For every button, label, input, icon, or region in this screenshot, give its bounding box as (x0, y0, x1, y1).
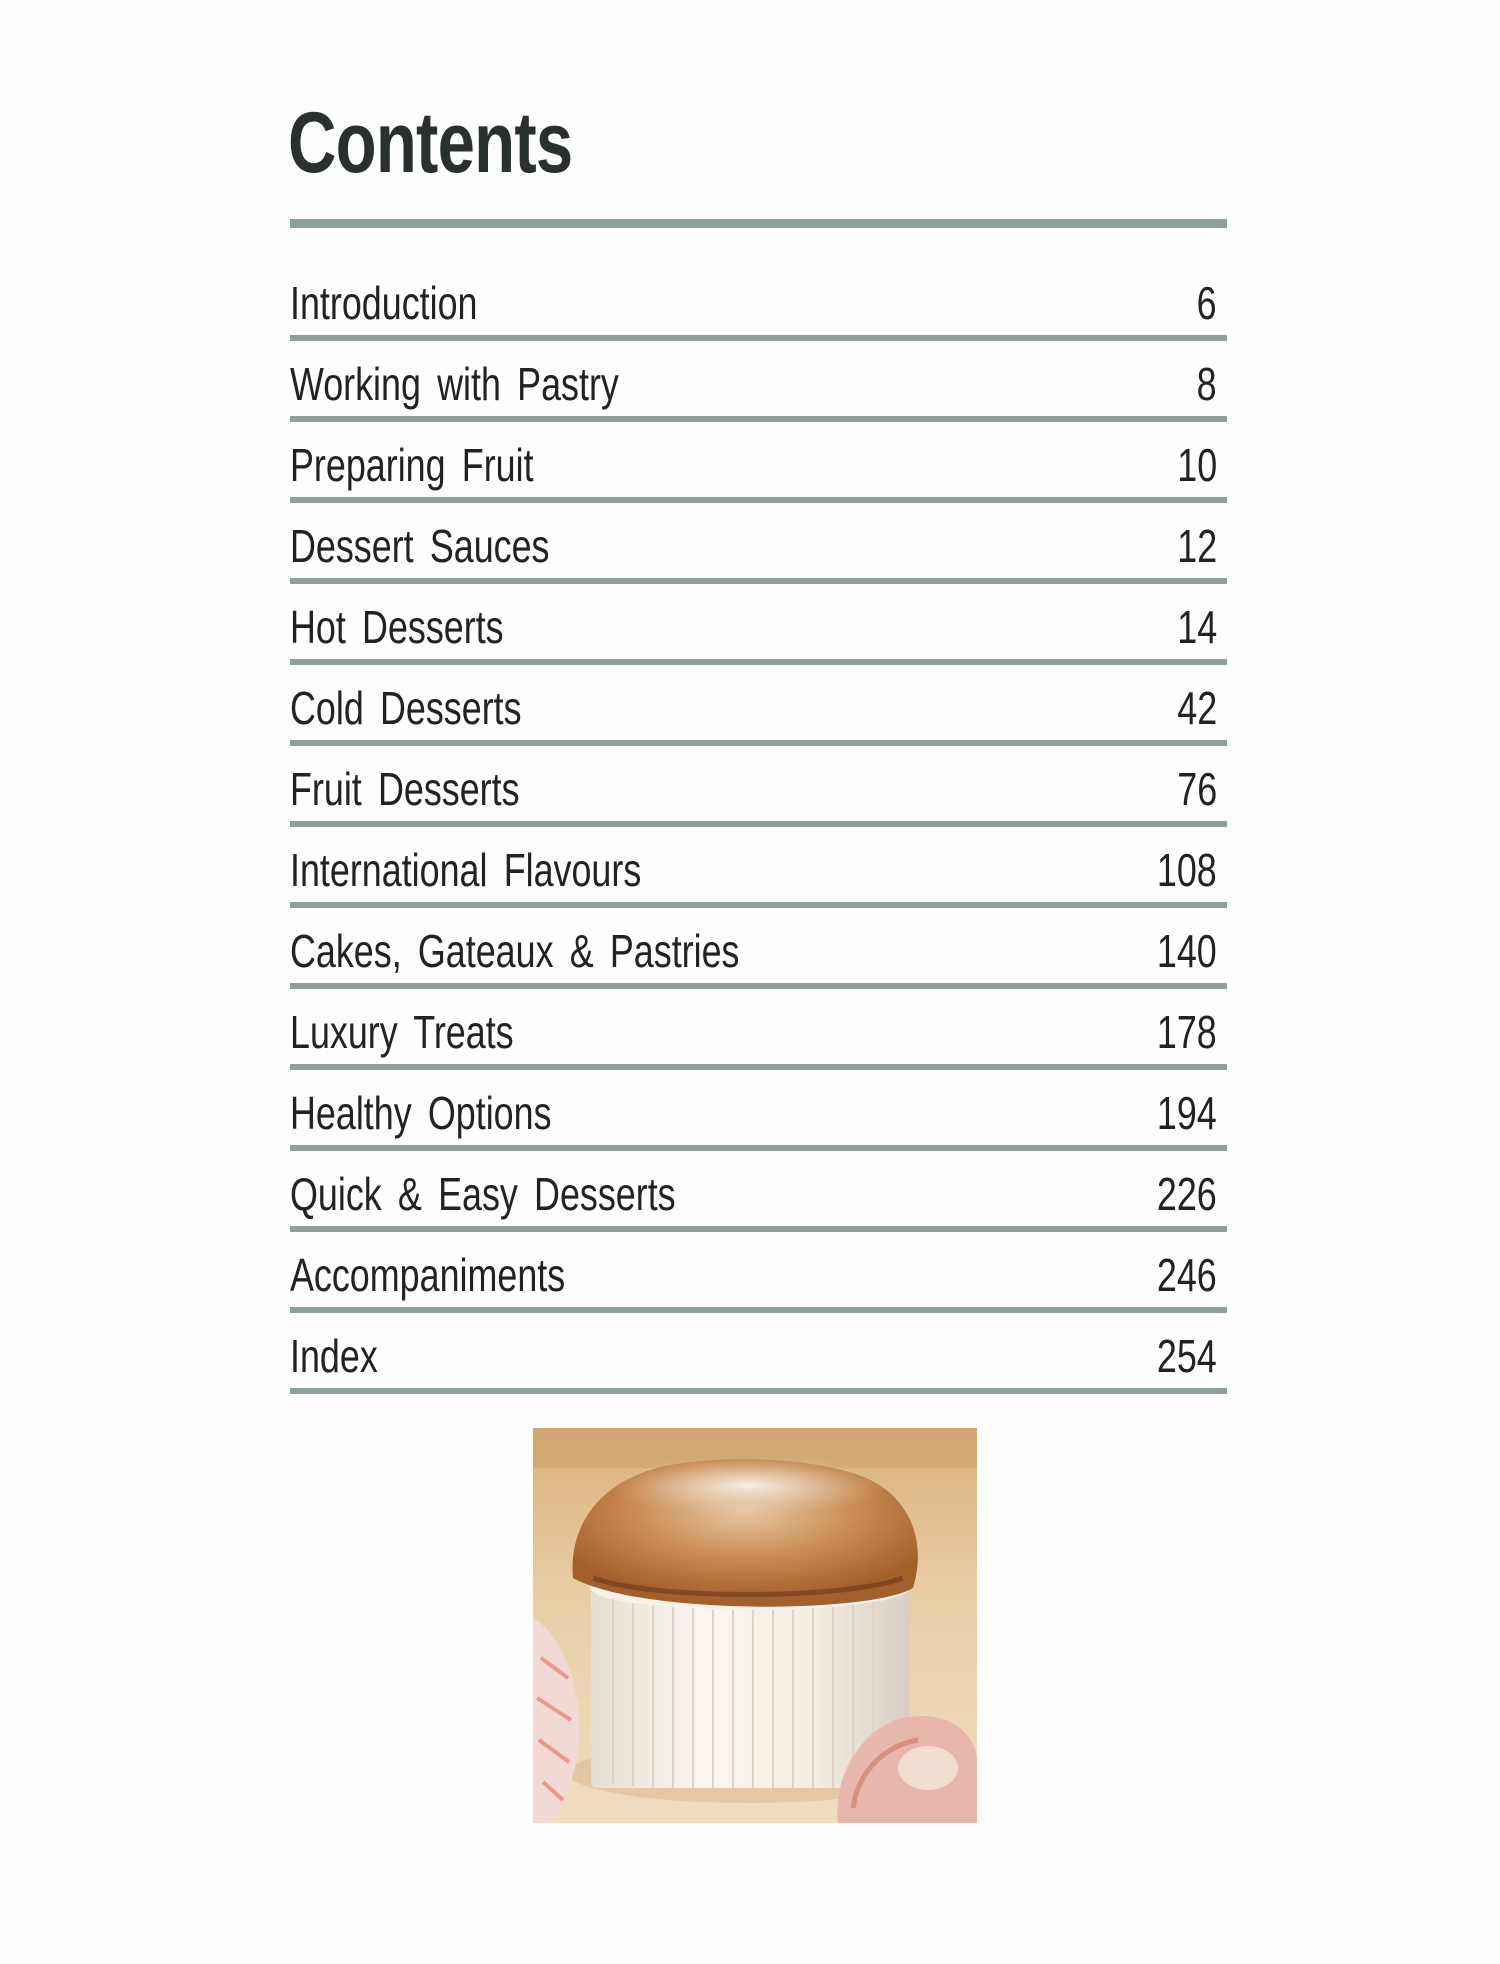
entry-title: Healthy Options (290, 1087, 552, 1139)
entry-title: Cakes, Gateaux & Pastries (290, 925, 740, 977)
contents-entry[interactable] (290, 1313, 1227, 1394)
entry-page-number: 14 (1177, 601, 1217, 653)
entry-page-number: 8 (1197, 358, 1217, 410)
entry-title: Quick & Easy Desserts (290, 1168, 676, 1220)
entry-page-number: 254 (1157, 1330, 1217, 1382)
entry-page-number: 246 (1157, 1249, 1217, 1301)
contents-entry[interactable] (290, 260, 1227, 341)
entry-title: Working with Pastry (290, 358, 619, 410)
entry-title: Accompaniments (290, 1249, 566, 1301)
entry-title: International Flavours (290, 844, 642, 896)
contents-entry[interactable] (290, 1070, 1227, 1151)
contents-entry[interactable] (290, 746, 1227, 827)
entry-title: Introduction (290, 277, 478, 329)
contents-list (290, 260, 1227, 1394)
contents-entry[interactable] (290, 341, 1227, 422)
contents-entry[interactable] (290, 1151, 1227, 1232)
entry-title: Fruit Desserts (290, 763, 520, 815)
contents-entry[interactable] (290, 908, 1227, 989)
entry-title: Hot Desserts (290, 601, 504, 653)
contents-entry[interactable] (290, 584, 1227, 665)
entry-title: Cold Desserts (290, 682, 522, 734)
souffle-photo (533, 1428, 977, 1823)
entry-title: Index (290, 1330, 378, 1382)
entry-title: Preparing Fruit (290, 439, 534, 491)
contents-entry[interactable] (290, 1232, 1227, 1313)
contents-entry[interactable] (290, 665, 1227, 746)
entry-page-number: 194 (1157, 1087, 1217, 1139)
contents-entry[interactable] (290, 503, 1227, 584)
entry-title: Luxury Treats (290, 1006, 514, 1058)
entry-page-number: 108 (1157, 844, 1217, 896)
contents-entry[interactable] (290, 827, 1227, 908)
contents-entry[interactable] (290, 989, 1227, 1070)
entry-page-number: 226 (1157, 1168, 1217, 1220)
entry-page-number: 6 (1197, 277, 1217, 329)
page-title: Contents (288, 95, 573, 191)
entry-title: Dessert Sauces (290, 520, 550, 572)
entry-page-number: 12 (1177, 520, 1217, 572)
contents-entry[interactable] (290, 422, 1227, 503)
title-rule (290, 219, 1227, 228)
entry-page-number: 10 (1177, 439, 1217, 491)
entry-divider (290, 1388, 1227, 1394)
entry-page-number: 76 (1177, 763, 1217, 815)
entry-page-number: 178 (1157, 1006, 1217, 1058)
entry-page-number: 42 (1177, 682, 1217, 734)
entry-page-number: 140 (1157, 925, 1217, 977)
